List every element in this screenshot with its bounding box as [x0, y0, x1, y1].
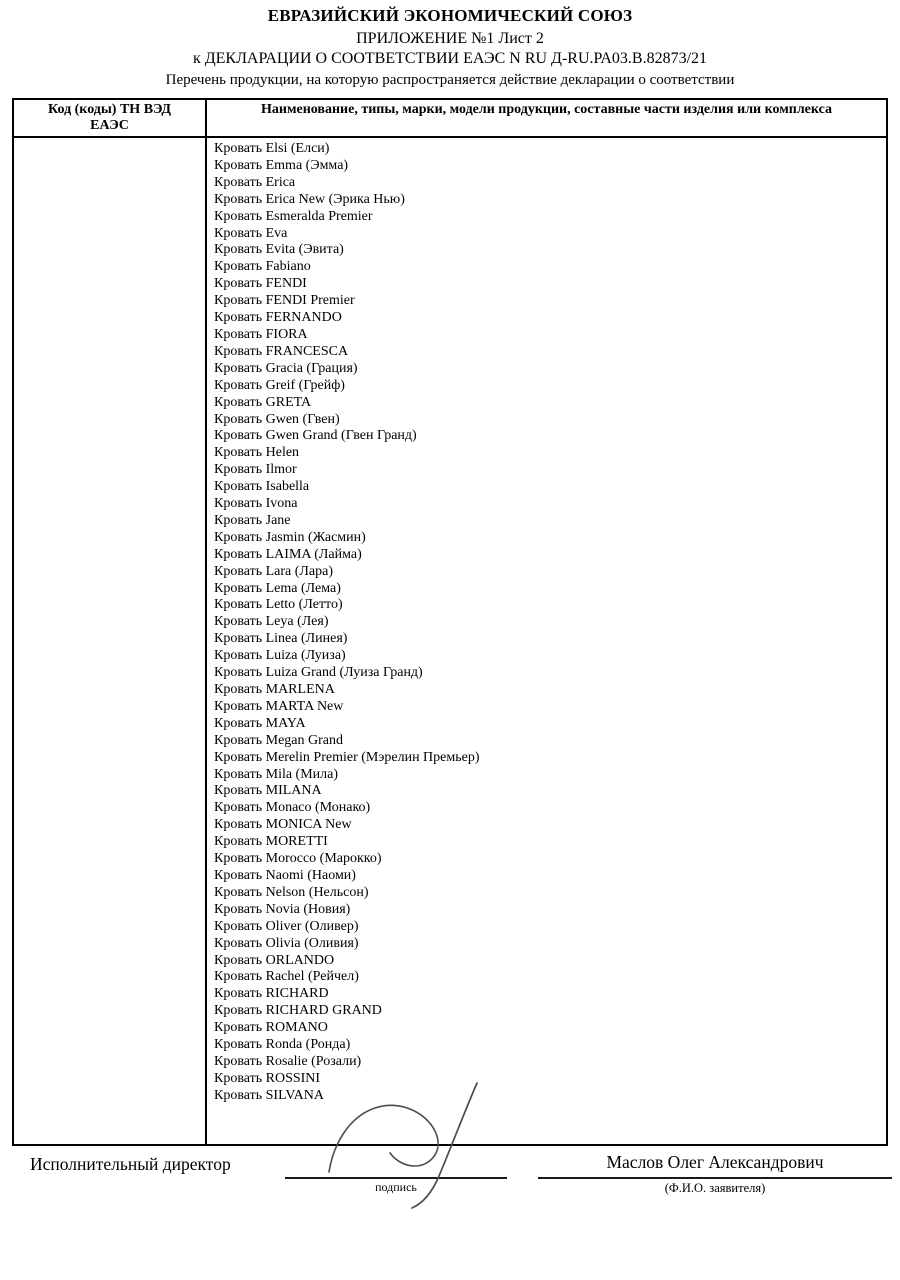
product-item: Кровать Elsi (Елси): [214, 141, 330, 156]
column-header-name: Наименование, типы, марки, модели продукции, составные части изделия или комплекса: [261, 102, 832, 117]
product-item: Кровать Erica New (Эрика Нью): [214, 191, 405, 207]
product-item: Кровать RICHARD GRAND: [214, 1003, 382, 1019]
product-item: Кровать Luiza (Луиза): [214, 648, 346, 664]
product-item: Кровать Rachel (Рейчел): [214, 969, 359, 985]
table-body-row: [14, 138, 886, 1144]
product-item: Кровать Merelin Premier (Мэрелин Премьер): [214, 749, 480, 765]
product-item: Кровать Gracia (Грация): [214, 360, 358, 376]
product-item: Кровать Oliver (Оливер): [214, 918, 359, 934]
product-item: Кровать Mila (Мила): [214, 766, 339, 782]
signature-underline: [285, 1177, 507, 1179]
product-item: Кровать Helen: [214, 445, 300, 461]
product-item: Кровать Esmeralda Premier: [214, 208, 373, 224]
executive-role-label: Исполнительный директор: [30, 1154, 231, 1174]
product-item: Кровать Erica: [214, 174, 296, 190]
product-item: Кровать FRANCESCA: [214, 343, 349, 359]
product-item: Кровать Gwen (Гвен): [214, 411, 340, 427]
product-item: Кровать Rosalie (Розали): [214, 1053, 362, 1069]
product-item: Кровать Greif (Грейф): [214, 377, 345, 393]
product-item: Кровать Fabiano: [214, 259, 311, 275]
document-header: [0, 6, 900, 89]
product-item: Кровать Ivona: [214, 496, 298, 512]
applicant-name-underline: [538, 1177, 892, 1179]
product-item: Кровать ORLANDO: [214, 952, 335, 968]
product-item: Кровать Luiza Grand (Луиза Гранд): [214, 665, 423, 681]
product-item: Кровать FIORA: [214, 326, 308, 342]
product-item: Кровать Lara (Лара): [214, 563, 334, 579]
product-item: Кровать Letto (Летто): [214, 597, 343, 613]
applicant-name: Маслов Олег Александрович: [606, 1152, 824, 1172]
product-item: Кровать MILANA: [214, 783, 322, 799]
product-item: Кровать ROSSINI: [214, 1070, 321, 1086]
appendix-line: ПРИЛОЖЕНИЕ №1 Лист 2: [356, 30, 544, 47]
product-item: Кровать MARTA New: [214, 698, 344, 714]
product-item: Кровать FENDI: [214, 276, 307, 292]
products-list-cell: [207, 138, 886, 1144]
product-item: Кровать SILVANA: [214, 1087, 324, 1103]
product-item: Кровать Eva: [214, 225, 288, 241]
product-item: Кровать Ronda (Ронда): [214, 1037, 351, 1053]
product-item: Кровать Megan Grand: [214, 732, 343, 748]
product-item: Кровать ROMANO: [214, 1020, 328, 1036]
declaration-number-line: к ДЕКЛАРАЦИИ О СООТВЕТСТВИИ ЕАЭС N RU Д-RU.РА03.В.82873/21: [192, 50, 708, 67]
table-header-row: [14, 100, 886, 138]
product-item: Кровать FENDI Premier: [214, 293, 355, 309]
applicant-name-caption: (Ф.И.О. заявителя): [664, 1181, 766, 1195]
product-item: Кровать MAYA: [214, 715, 306, 731]
product-item: Кровать GRETA: [214, 394, 312, 410]
product-item: Кровать Evita (Эвита): [214, 242, 344, 258]
product-item: Кровать MONICA New: [214, 817, 352, 833]
column-header-code: Код (коды) ТН ВЭД ЕАЭС: [14, 100, 207, 136]
product-item: Кровать LAIMA (Лайма): [214, 546, 362, 562]
product-item: Кровать Lema (Лема): [214, 580, 341, 596]
product-item: Кровать Isabella: [214, 479, 310, 495]
product-item: Кровать FERNANDO: [214, 310, 342, 326]
product-item: Кровать Ilmor: [214, 462, 297, 478]
product-item: Кровать Leya (Лея): [214, 614, 329, 630]
signature-caption: подпись: [375, 1180, 417, 1194]
union-title: ЕВРАЗИЙСКИЙ ЭКОНОМИЧЕСКИЙ СОЮЗ: [267, 6, 633, 25]
product-item: Кровать Gwen Grand (Гвен Гранд): [214, 428, 417, 444]
product-item: Кровать MORETTI: [214, 834, 328, 850]
product-item: Кровать RICHARD: [214, 986, 329, 1002]
product-item: Кровать Jane: [214, 512, 291, 528]
product-item: Кровать Jasmin (Жасмин): [214, 529, 366, 545]
product-item: Кровать Emma (Эмма): [214, 157, 349, 173]
product-item: Кровать MARLENA: [214, 682, 335, 697]
code-cell: [14, 138, 207, 1144]
product-item: Кровать Morocco (Марокко): [214, 851, 382, 867]
product-item: Кровать Olivia (Оливия): [214, 935, 359, 951]
product-item: Кровать Naomi (Наоми): [214, 867, 356, 883]
product-item: Кровать Linea (Линея): [214, 631, 348, 647]
product-item: Кровать Nelson (Нельсон): [214, 884, 369, 900]
products-list-caption: Перечень продукции, на которую распространяется действие декларации о соответствии: [165, 72, 735, 88]
products-table: [12, 98, 888, 1146]
product-item: Кровать Novia (Новия): [214, 901, 351, 917]
product-item: Кровать Monaco (Монако): [214, 800, 371, 816]
